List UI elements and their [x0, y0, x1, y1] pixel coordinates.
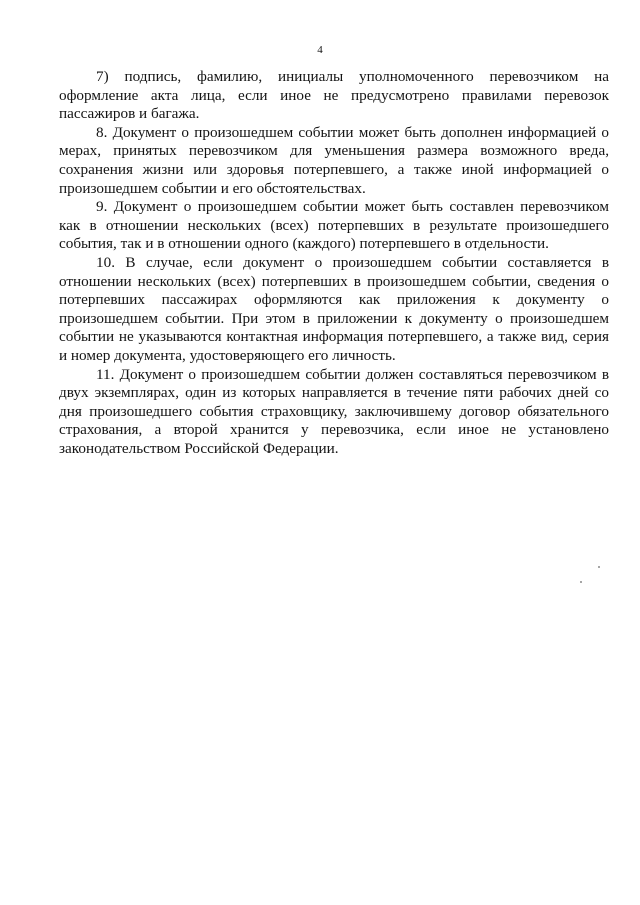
paragraph-item-8: 8. Документ о произошедшем событии может быть дополнен информацией о мерах, принятых перевозчиком для уменьшения размера возможного вреда, сохранения жизни или здоровья потерпевшего, а также иной информацией о произошедшем событии и его обстоятельствах. [59, 123, 609, 197]
scan-speck [580, 581, 582, 583]
paragraph-item-11: 11. Документ о произошедшем событии должен составляться перевозчиком в двух экземплярах, один из которых направляется в течение пяти рабочих дней со дня произошедшего события страховщику, заключившему договор обязательного страхования, а второй хранится у перевозчика, если иное не установлено законодательством Российской Федерации. [59, 365, 609, 457]
scan-speck [598, 566, 600, 568]
page-number: 4 [317, 44, 323, 56]
document-body [59, 68, 609, 458]
paragraph-item-10: 10. В случае, если документ о произошедшем событии составляется в отношении нескольких (всех) потерпевших в произошедшем событии, сведения о потерпевших пассажирах оформляются как приложения к документу о произошедшем событии. При этом в приложении к документу о произошедшем событии не указываются контактная информация потерпевшего, а также вид, серия и номер документа, удостоверяющего его личность. [59, 253, 609, 364]
paragraph-item-7: 7) подпись, фамилию, инициалы уполномоченного перевозчиком на оформление акта лица, если иное не предусмотрено правилами перевозок пассажиров и багажа. [59, 68, 609, 123]
paragraph-item-9: 9. Документ о произошедшем событии может быть составлен перевозчиком как в отношении нескольких (всех) потерпевших в результате произошедшего события, так и в отношении одного (каждого) потерпевшего в отдельности. [59, 198, 609, 253]
